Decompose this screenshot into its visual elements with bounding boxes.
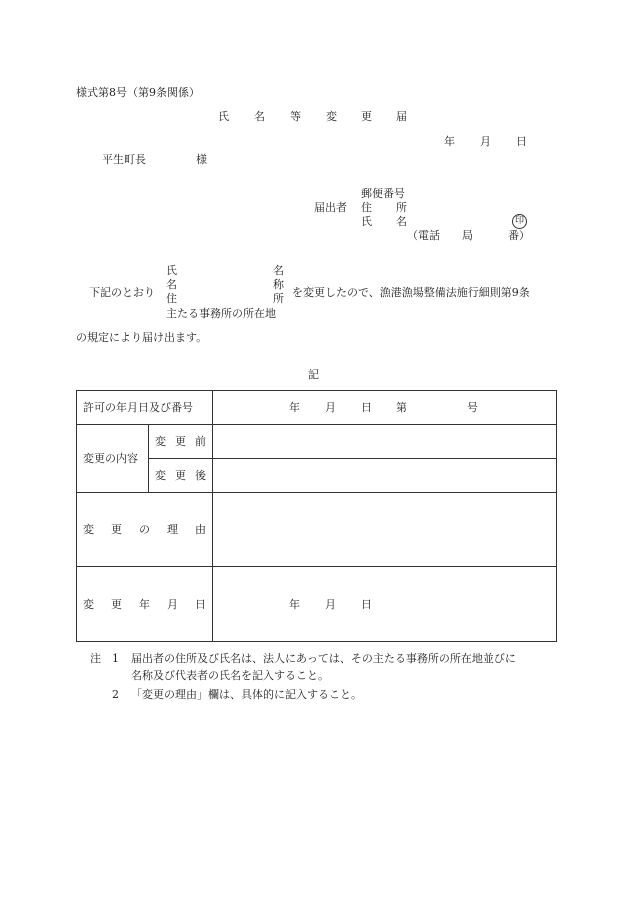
change-date-char: 年 bbox=[139, 597, 150, 611]
change-content-label: 変更の内容 bbox=[77, 425, 149, 493]
change-month: 月 bbox=[325, 597, 336, 611]
change-date-char: 更 bbox=[111, 597, 122, 611]
addressee-name: 平生町長 bbox=[102, 153, 146, 166]
phone-number: 番） bbox=[508, 229, 530, 242]
permit-label: 許可の年月日及び番号 bbox=[77, 391, 213, 425]
note-1-cont: 名称及び代表者の氏名を記入すること。 bbox=[131, 669, 329, 682]
form-number: 様式第8号（第9条関係） bbox=[76, 86, 200, 99]
note-1-num: 1 bbox=[112, 652, 119, 665]
before-char: 前 bbox=[195, 435, 206, 448]
bracket-right-2: 称 bbox=[273, 278, 284, 291]
body-prefix: 下記のとおり bbox=[89, 286, 155, 299]
before-row bbox=[77, 425, 557, 459]
reason-char: の bbox=[139, 523, 150, 536]
body-suffix: を変更したので、漁港漁場整備法施行細則第9条 bbox=[292, 286, 530, 299]
seal-icon bbox=[512, 213, 527, 229]
change-date-char: 日 bbox=[195, 597, 206, 611]
after-value[interactable] bbox=[213, 459, 557, 493]
change-date-label-cell bbox=[77, 567, 213, 642]
name-label-2: 名 bbox=[396, 215, 407, 228]
note-2-text: 「変更の理由」欄は、具体的に記入すること。 bbox=[131, 688, 362, 701]
after-char: 変 bbox=[155, 469, 166, 482]
bracket-left-1: 氏 bbox=[166, 264, 177, 277]
applicant-label: 届出者 bbox=[314, 201, 347, 214]
bracket-left-2: 名 bbox=[166, 278, 177, 291]
bracket-last: 主たる事務所の所在地 bbox=[166, 307, 276, 320]
phone-open: （電話 bbox=[407, 229, 440, 242]
reason-row bbox=[77, 493, 557, 567]
address-label-2: 所 bbox=[396, 201, 407, 214]
title-char: 届 bbox=[396, 110, 407, 123]
permit-value-cell bbox=[213, 391, 557, 425]
ki-heading: 記 bbox=[308, 368, 319, 381]
addressee-honorific: 様 bbox=[196, 153, 207, 166]
permit-row bbox=[77, 391, 557, 425]
bracket-right-3: 所 bbox=[273, 292, 284, 305]
change-date-char: 月 bbox=[167, 597, 178, 611]
postal-code-label: 郵便番号 bbox=[361, 187, 405, 200]
before-char: 変 bbox=[155, 435, 166, 448]
note-1-text: 届出者の住所及び氏名は、法人にあっては、その主たる事務所の所在地並びに bbox=[131, 652, 516, 665]
notes-prefix: 注 bbox=[90, 652, 101, 665]
permit-go: 号 bbox=[467, 401, 478, 414]
before-value[interactable] bbox=[213, 425, 557, 459]
title-char: 等 bbox=[290, 110, 301, 123]
reason-value[interactable] bbox=[213, 493, 557, 567]
note-2-num: 2 bbox=[112, 688, 119, 701]
title-char: 変 bbox=[326, 110, 337, 123]
title-char: 氏 bbox=[218, 110, 229, 123]
change-table bbox=[76, 390, 557, 642]
reason-label-cell bbox=[77, 493, 213, 567]
name-label-1: 氏 bbox=[361, 215, 372, 228]
permit-year: 年 bbox=[289, 401, 300, 414]
reason-char: 変 bbox=[83, 523, 94, 536]
after-label-cell bbox=[149, 459, 213, 493]
phone-bureau: 局 bbox=[462, 229, 473, 242]
day-label: 日 bbox=[516, 135, 527, 148]
reason-char: 更 bbox=[111, 523, 122, 536]
after-char: 更 bbox=[175, 469, 186, 482]
seal-mark: 印 bbox=[512, 214, 527, 229]
year-label: 年 bbox=[444, 135, 455, 148]
bracket-right-1: 名 bbox=[273, 264, 284, 277]
after-char: 後 bbox=[195, 469, 206, 482]
change-year: 年 bbox=[289, 597, 300, 611]
permit-dai: 第 bbox=[396, 401, 407, 414]
before-label-cell bbox=[149, 425, 213, 459]
permit-day: 日 bbox=[361, 401, 372, 414]
body-line2: の規定により届け出ます。 bbox=[76, 331, 208, 344]
after-row bbox=[77, 459, 557, 493]
permit-month: 月 bbox=[325, 401, 336, 414]
reason-char: 由 bbox=[195, 523, 206, 536]
reason-char: 理 bbox=[167, 523, 178, 536]
bracket-left-3: 住 bbox=[166, 292, 177, 305]
title-char: 更 bbox=[361, 110, 372, 123]
change-day: 日 bbox=[361, 597, 372, 611]
title-char: 名 bbox=[254, 110, 265, 123]
change-date-value-cell[interactable] bbox=[213, 567, 557, 642]
address-label-1: 住 bbox=[361, 201, 372, 214]
change-date-char: 変 bbox=[83, 597, 94, 611]
month-label: 月 bbox=[480, 135, 491, 148]
change-date-row bbox=[77, 567, 557, 642]
before-char: 更 bbox=[175, 435, 186, 448]
